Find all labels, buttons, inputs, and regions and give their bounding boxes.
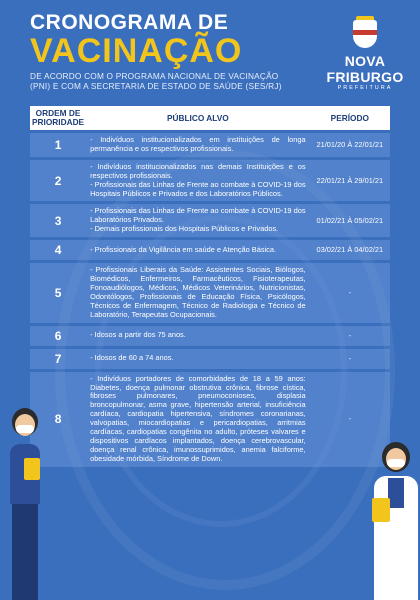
- target-public: [86, 349, 310, 369]
- vaccination-schedule-table: [30, 103, 390, 470]
- vaccination-period: 01/02/21 À 05/02/21: [310, 204, 390, 237]
- priority-order: 3: [30, 204, 86, 237]
- table-row: [30, 326, 390, 346]
- coat-of-arms-icon: [347, 16, 383, 52]
- target-public-item: - Profissionais das Linhas de Frente ao combate à COVID-19 dos Laboratórios Privados.: [90, 206, 306, 225]
- page-header: [30, 12, 300, 91]
- target-public-item: - Profissionais da Vigilância em saúde e Atenção Básica.: [90, 244, 277, 254]
- health-worker-right-illustration: [366, 442, 420, 600]
- priority-order: 1: [30, 133, 86, 157]
- page-title-line2: VACINAÇÃO: [30, 32, 243, 70]
- priority-order: 7: [30, 349, 86, 369]
- vaccination-period: -: [310, 326, 390, 346]
- target-public: [86, 372, 310, 467]
- city-logo: [325, 16, 405, 91]
- vaccination-period: -: [310, 372, 390, 467]
- subtitle-line2: (PNI) E COM A SECRETARIA DE ESTADO DE SAÚDE (SES/RJ): [30, 81, 282, 91]
- target-public: [86, 240, 310, 260]
- vaccination-period: 22/01/21 À 29/01/21: [310, 160, 390, 202]
- priority-order: 8: [30, 372, 86, 467]
- table-row: [30, 240, 390, 260]
- target-public-item: - Indivíduos institucionalizados em instituições de longa permanência e os respectivos profissionais.: [90, 135, 306, 153]
- table-row: [30, 133, 390, 157]
- header-period: PERÍODO: [310, 106, 390, 130]
- target-public: [86, 204, 310, 237]
- header-public: PÚBLICO ALVO: [86, 106, 310, 130]
- table-row: [30, 204, 390, 237]
- logo-name-line1: NOVA: [344, 53, 386, 69]
- target-public-item: - Idosos a partir dos 75 anos.: [90, 330, 186, 340]
- vaccination-period: 03/02/21 À 04/02/21: [310, 240, 390, 260]
- target-public: [86, 160, 310, 202]
- vaccination-period: 21/01/20 À 22/01/21: [310, 133, 390, 157]
- table-row: [30, 372, 390, 467]
- target-public-item: - Profissionais das Linhas de Frente ao combate à COVID-19 dos Hospitais Públicos e Privados e dos Laboratórios Públicos.: [90, 179, 306, 198]
- target-public-item: - Indivíduos institucionalizados nas demais Instituições e os respectivos profissionais.: [90, 161, 306, 180]
- subtitle-line1: DE ACORDO COM O PROGRAMA NACIONAL DE VACINAÇÃO: [30, 71, 279, 81]
- target-public-item: - Indivíduos portadores de comorbidades de 18 a 59 anos: Diabetes, doença pulmonar obstrutiva crônica, fibrose cística, fibroses pulmonares, pneumoconioses, displasia broncopulmonar, asma grave, hipertensão arterial, insuficiência cardíaca, cardiopatia hipertensiva, síndromes coronarianas, valvopatias, miocardiopatias e pericardiopatias, arritmias cardíacas, cardiopatias congênita no adulto, próteses valvares e dispositivos cardíacos implantados, doença cerebrovascular, doença renal crônica, imunossuprimidos, anemia falciforme, obesidade mórbida, Síndrome de Down.: [90, 373, 306, 463]
- target-public-item: - Idosos de 60 a 74 anos.: [90, 353, 174, 363]
- priority-order: 4: [30, 240, 86, 260]
- priority-order: 2: [30, 160, 86, 202]
- table-row: [30, 349, 390, 369]
- target-public-item: - Profissionais Liberais da Saúde: Assistentes Sociais, Biólogos, Biomédicos, Enfermeiros, Farmacêuticos, Fisioterapeutas, Fonoaudiólogos, Médicos, Médicos Veterinários, Nutricionistas, Odontólogos, Profissionais de Educação Física, Psicólogos, Técnicos de Enfermagem, Técnico de Radiologia e Técnico de Laboratório, Terapeutas Ocupacionais.: [90, 265, 306, 319]
- target-public-item: - Demais profissionais dos Hospitais Públicos e Privados.: [90, 224, 279, 234]
- page-subtitle: [30, 71, 300, 91]
- table-row: [30, 160, 390, 202]
- vaccination-period: -: [310, 349, 390, 369]
- table-row: [30, 263, 390, 322]
- target-public: [86, 133, 310, 157]
- table-header-row: [30, 106, 390, 130]
- health-worker-left-illustration: [2, 408, 50, 600]
- priority-order: 5: [30, 263, 86, 322]
- target-public: [86, 326, 310, 346]
- logo-tagline: PREFEITURA: [337, 85, 393, 91]
- target-public: [86, 263, 310, 322]
- priority-order: 6: [30, 326, 86, 346]
- page-title-line1: CRONOGRAMA DE: [30, 11, 229, 34]
- logo-name-line2: FRIBURGO: [326, 69, 404, 85]
- header-order: ORDEM DE PRIORIDADE: [30, 106, 86, 130]
- vaccination-period: -: [310, 263, 390, 322]
